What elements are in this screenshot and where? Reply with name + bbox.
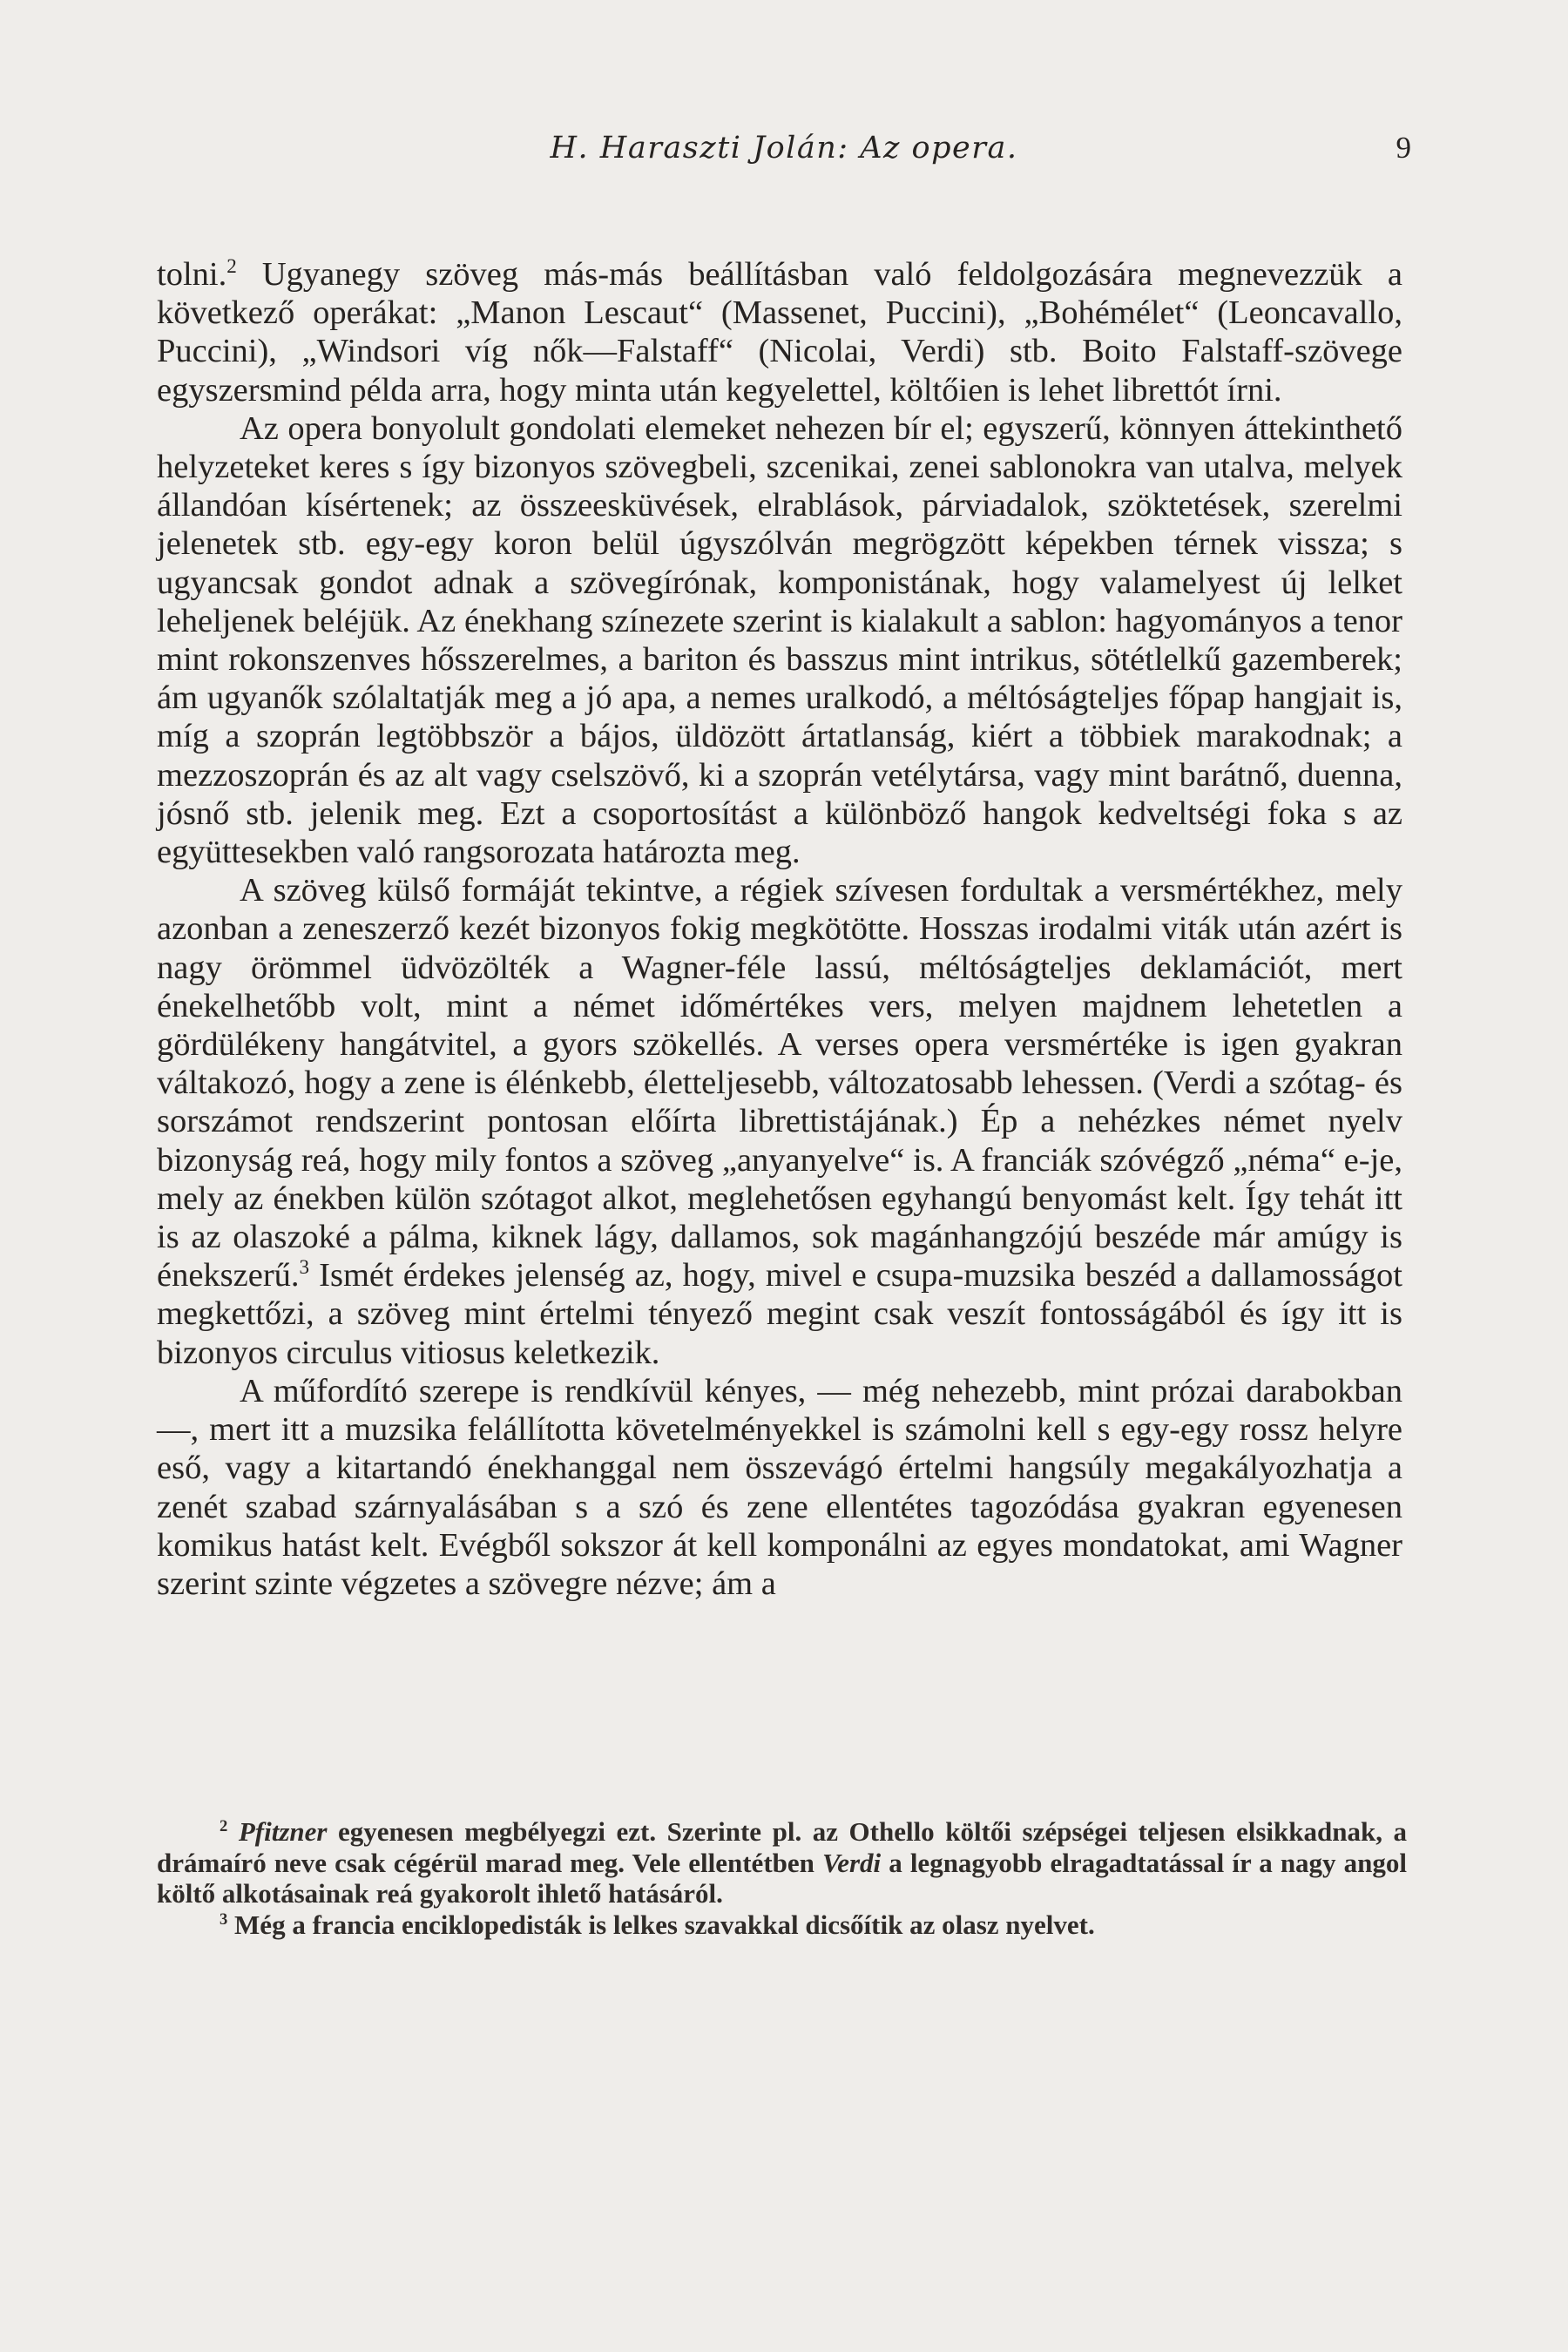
paragraph-1: tolni.$^2$ Ugyanegy szöveg más-más beállításban való feldolgozására megnevezzük a következő operákat: „Manon Lescaut“ (Massenet, Puccini), „Bohémélet“ (Leoncavallo, Puccini), „Windsori víg nők—Falstaff“ (Nicolai, Verdi) stb. Boito Falstaff-szövege egyszersmind példa arra, hogy minta után kegyelettel, költőien is lehet librettót írni. <box>157 254 1402 409</box>
page-header <box>157 131 1411 183</box>
footnote-ref-2: 2 <box>226 254 237 278</box>
main-text <box>157 255 1402 1603</box>
footnote-2: $^2$ Pfitzner egyenesen megbélyegzi ezt. Szerinte pl. az Othello költői szépségei teljesen elsikkadnak, a drámaíró neve csak cégérül marad meg. Vele ellentétben Verdi a legnagyobb elragadtatással ír a nagy angol költő alkotásainak reá gyakorolt ihlető hatásáról. <box>157 1816 1408 1909</box>
footnote-mark: 2 <box>220 1816 228 1835</box>
footnote-mark: 3 <box>220 1909 228 1929</box>
paragraph-2: Az opera bonyolult gondolati elemeket nehezen bír el; egyszerű, könnyen áttekinthető helyzeteket keres s így bizonyos szövegbeli, szcenikai, zenei sablonokra van utalva, melyek állandóan kísértenek; az összeesküvések, elrablások, párviadalok, szöktetések, szerelmi jelenetek stb. egy-egy koron belül úgyszólván megrögzött képekben térnek vissza; s ugyancsak gondot adnak a szövegírónak, komponistának, hogy valamelyest új lelket leheljenek beléjük. Az énekhang színezete szerint is kialakult a sablon: hagyományos a tenor mint rokonszenves hősszerelmes, a bariton és basszus mint intrikus, sötétlelkű gazemberek; ám ugyanők szólaltatják meg a jó apa, a nemes uralkodó, a méltóságteljes főpap hangjait is, míg a szoprán legtöbbször a bájos, üldözött ártatlanság, kiért a többiek marakodnak; a mezzoszoprán és az alt vagy cselszövő, ki a szoprán vetélytársa, vagy mint barátnő, duenna, jósnő stb. jelenik meg. Ezt a csoportosítást a különböző hangok kedveltségi foka s az együttesekben való rangsorozata határozta meg. <box>157 409 1402 871</box>
paragraph-4: A műfordító szerepe is rendkívül kényes, — még nehezebb, mint prózai darabokban —, mert itt a muzsika felállította követelményekkel is számolni kell s egy-egy rossz helyre eső, vagy a kitartandó énekhanggal nem összevágó értelmi hangsúly megakályozhatja a zenét szabad szárnyalásában s a szó és zene ellentétes tagozódása gyakran egyenesen komikus hatást kelt. Evégből sokszor át kell komponálni az egyes mondatokat, ami Wagner szerint szinte végzetes a szövegre nézve; ám a <box>157 1372 1402 1602</box>
running-title: H. Haraszti Jolán: Az opera. <box>550 131 1018 166</box>
footnote-name: Pfitzner <box>238 1816 328 1847</box>
footnote-ref-3: 3 <box>299 1255 310 1279</box>
footnote-name: Verdi <box>821 1847 882 1878</box>
paragraph-3: A szöveg külső formáját tekintve, a régiek szívesen fordultak a versmértékhez, mely azonban a zeneszerző kezét bizonyos fokig megkötötte. Hosszas irodalmi viták után azért is nagy örömmel üdvözölték a Wagner-féle lassú, méltóságteljes deklamációt, mert énekelhetőbb volt, mint a német időmértékes vers, melyen majdnem lehetetlen a gördülékeny hangátvitel, a gyors szökellés. A verses opera versmértéke is igen gyakran váltakozó, hogy a zene is élénkebb, életteljesebb, változatosabb lehessen. (Verdi a szótag- és sorszámot rendszerint pontosan előírta librettistájának.) Ép a nehézkes német nyelv bizonyság reá, hogy mily fontos a szöveg „anyanyelve“ is. A franciák szóvégző „néma“ e-je, mely az énekben külön szótagot alkot, meglehetősen egyhangú benyomást kelt. Így tehát itt is az olaszoké a pálma, kiknek lágy, dallamos, sok magánhangzójú beszéde már amúgy is énekszerű.$^3$ Ismét érdekes jelenség az, hogy, mivel e csupa-muzsika beszéd a dallamosságot megkettőzi, a szöveg mint értelmi tényező megint csak veszít fontosságából és így itt is bizonyos circulus vitiosus keletkezik. <box>157 872 1402 1371</box>
page-number: 9 <box>1396 131 1411 165</box>
footnotes <box>157 1816 1407 1940</box>
footnote-3: $^3$ Még a francia enciklopedisták is lelkes szavakkal dicsőítik az olasz nyelvet. <box>220 1909 1095 1940</box>
